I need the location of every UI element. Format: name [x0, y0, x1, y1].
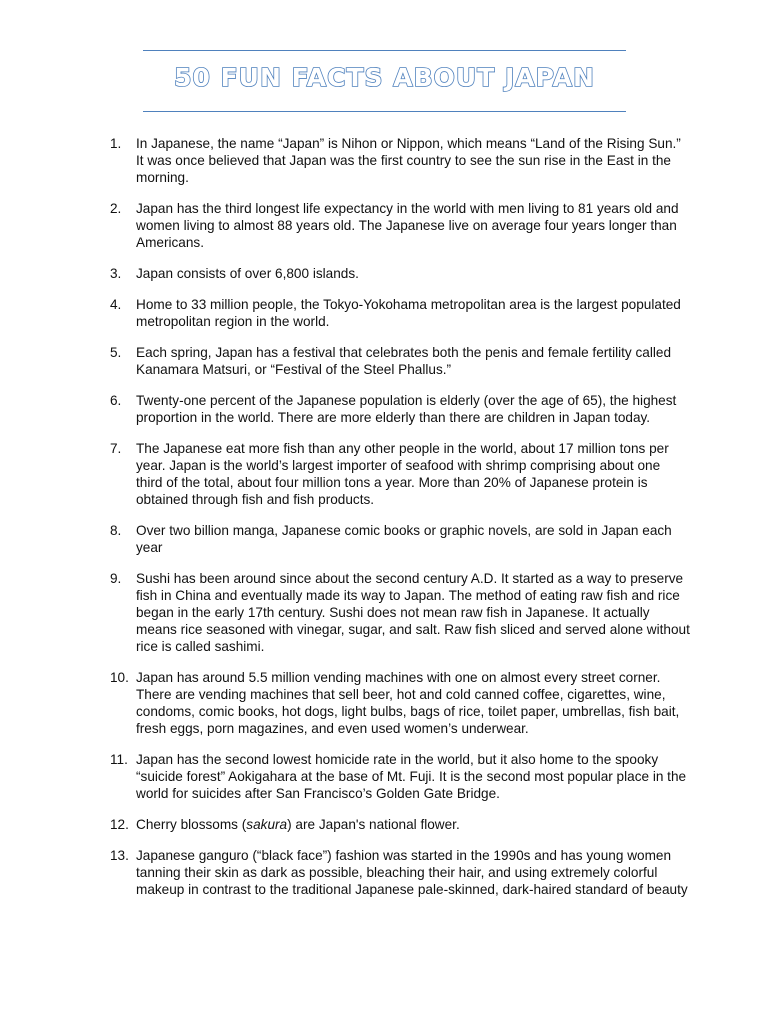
fact-number: 5. [110, 345, 122, 360]
fact-text: Japan has the third longest life expectancy in the world with men living to 81 years old and women living to almost 88 years old. The Japanese live on average four years longer than Americans. [136, 201, 679, 250]
fact-text: Japan has the second lowest homicide rate in the world, but it also home to the spooky “suicide forest” Aokigahara at the base of Mt. Fuji. It is the second most popular place in the world for suicides after San Francisco’s Golden Gate Bridge. [136, 752, 687, 801]
fact-text: Each spring, Japan has a festival that celebrates both the penis and female fertility called Kanamara Matsuri, or “Festival of the Steel Phallus.” [136, 345, 672, 377]
fact-text: The Japanese eat more fish than any other people in the world, about 17 million tons per year. Japan is the world’s largest importer of seafood with shrimp comprising about one third of the total, about four million tons a year. More than 20% of Japanese protein is obtained through fish and fish products. [136, 441, 669, 507]
title-bottom-rule [143, 111, 626, 112]
fact-item [110, 344, 690, 378]
fact-item [110, 392, 690, 426]
fact-item [110, 265, 690, 282]
fact-text: Japan consists of over 6,800 islands. [136, 266, 359, 281]
fact-number: 6. [110, 393, 122, 408]
facts-list [110, 135, 690, 912]
fact-number: 1. [110, 136, 122, 151]
fact-item [110, 296, 690, 330]
fact-text: Sushi has been around since about the second century A.D. It started as a way to preserve fish in China and eventually made its way to Japan. The method of eating raw fish and rice began in the early 17th century. Sushi does not mean raw fish in Japanese. It actually means rice seasoned with vinegar, sugar, and salt. Raw fish sliced and served alone without rice is called sashimi. [136, 571, 690, 654]
fact-text [136, 816, 690, 833]
fact-text: Twenty-one percent of the Japanese population is elderly (over the age of 65), the highest proportion in the world. There are more elderly than there are children in Japan today. [136, 393, 677, 425]
fact-number: 8. [110, 523, 122, 538]
fact-item [110, 135, 690, 186]
fact-text: Japan has around 5.5 million vending machines with one on almost every street corner. There are vending machines that sell beer, hot and cold canned coffee, cigarettes, wine, condoms, comic books, hot dogs, light bulbs, bags of rice, toilet paper, umbrellas, fish bait, fresh eggs, porn magazines, and even used women’s underwear. [136, 670, 680, 736]
fact-text: Japanese ganguro (“black face”) fashion was started in the 1990s and has young women tanning their skin as dark as possible, bleaching their hair, and using extremely colorful makeup in contrast to the traditional Japanese pale-skinned, dark-haired standard of beauty [136, 848, 688, 897]
fact-number: 12. [110, 817, 129, 832]
fact-item [110, 522, 690, 556]
fact-text: Over two billion manga, Japanese comic books or graphic novels, are sold in Japan each year [136, 523, 672, 555]
fact-number: 10. [110, 670, 129, 685]
fact-item [110, 669, 690, 737]
fact-number: 7. [110, 441, 122, 456]
fact-text-after: ) are Japan's national flower. [287, 817, 460, 832]
title-top-rule [143, 50, 626, 51]
fact-text-italic: sakura [246, 817, 288, 832]
fact-text-before: Cherry blossoms ( [136, 817, 247, 832]
fact-item [110, 570, 690, 655]
fact-item [110, 847, 690, 898]
fact-number: 13. [110, 848, 129, 863]
fact-number: 11. [110, 752, 128, 767]
fact-item [110, 816, 690, 833]
fact-item [110, 751, 690, 802]
fact-text: Home to 33 million people, the Tokyo-Yokohama metropolitan area is the largest populated metropolitan region in the world. [136, 297, 681, 329]
fact-number: 2. [110, 201, 122, 216]
fact-number: 3. [110, 266, 122, 281]
fact-text: In Japanese, the name “Japan” is Nihon or Nippon, which means “Land of the Rising Sun.” It was once believed that Japan was the first country to see the sun rise in the East in the morning. [136, 136, 681, 185]
fact-item [110, 440, 690, 508]
page-title: 50 FUN FACTS ABOUT JAPAN [174, 63, 595, 92]
fact-number: 4. [110, 297, 122, 312]
fact-item [110, 200, 690, 251]
fact-number: 9. [110, 571, 122, 586]
